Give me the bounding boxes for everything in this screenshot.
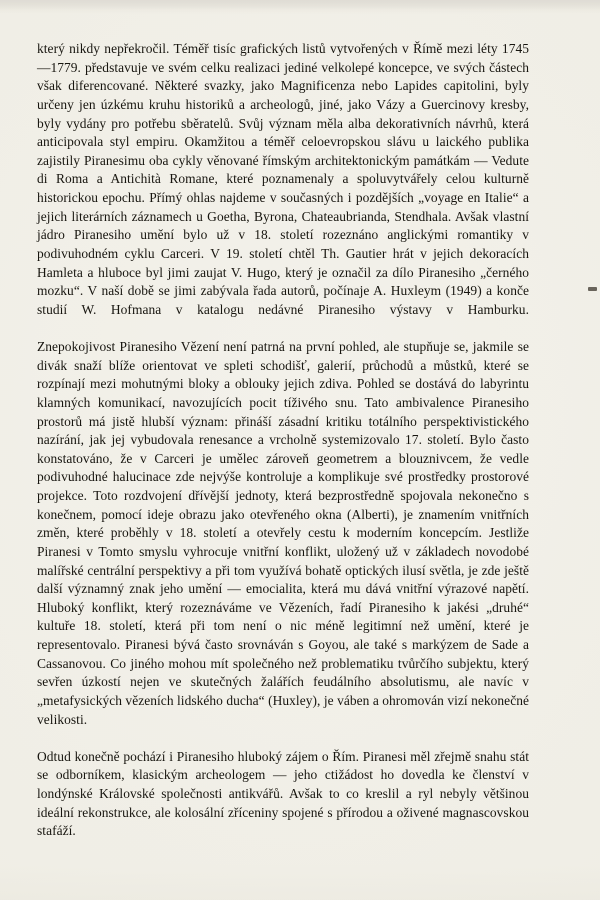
- scan-speck-artifact: [588, 287, 597, 291]
- scan-edge-shadow: [0, 0, 600, 10]
- body-text-column: [37, 40, 529, 860]
- paragraph-3: Odtud konečně pochází i Piranesiho hluboký zájem o Řím. Piranesi měl zřejmě snahu stát se odborníkem, klasickým archeologem — jeho ctižádost ho dovedla ke členství v londýnské Královské společnosti antikvářů. Avšak to co kreslil a ryl nebyly většinou ideální rekonstrukce, ale kolosální zříceniny spojené s přírodou a oživené magnascovskou stafáží.: [37, 748, 529, 839]
- paragraph-1: který nikdy nepřekročil. Téměř tisíc grafických listů vytvořených v Římě mezi léty 1745—1779. představuje ve svém celku realizaci jediné velkolepé koncepce, ve svých částech však diferencované. Některé svazky, jako Magnificenza nebo Lapides capitolini, byly určeny jen úzkému kruhu historiků a archeologů, jiné, jako Vázy a Guercinovy kresby, byly vydány pro potřebu sběratelů. Svůj význam měla alba dekorativních návrhů, která anticipovala styl empiru. Okamžitou a téměř celoevropskou slávu u laického publika zajistily Piranesimu oba cykly věnované římským architektonickým památkám — Vedute di Roma a Antichità Romane, které poznamenaly a spoluvytvářely celou kulturně historickou epochu. Přímý ohlas najdeme v současných i pozdějších „voyage en Italie“ a jejich literárních záznamech u Goetha, Byrona, Chateaubrianda, Stendhala. Avšak vlastní jádro Piranesiho umění bylo už v 18. století rozeznáno anglickými romantiky v podivuhodném cyklu Carceri. V 19. století chtěl Th. Gautier hrát v jejich dekoracích Hamleta a hluboce byl jimi zaujat V. Hugo, který je označil za dílo Piranesiho „černého mozku“. V naší době se jimi zabývala řada autorů, počínaje A. Huxleym (1949) a konče studií W. Hofmana v katalogu nedávné Piranesiho výstavy v Hamburku.: [37, 41, 529, 317]
- paragraph-2: Znepokojivost Piranesiho Vězení není patrná na první pohled, ale stupňuje se, jakmile se divák snaží blíže orientovat ve spleti schodišť, galerií, průchodů a můstků, které se rozpínají mezi mohutnými bloky a oblouky jejich zdiva. Pohled se dostává do labyrintu klamných komunikací, navozujících pocit tíživého snu. Tato ambivalence Piranesiho prostorů má jistě hlubší význam: přináší zásadní kritiku totálního perspektivistického nazírání, jak jej vybudovala renesance a vrcholně systemizovalo 17. století. Bylo často konstatováno, že v Carceri je umělec zároveň geometrem a blouznivcem, že vedle podivuhodné halucinace zde nejvýše kontroluje a komplikuje své prostředky prostorové projekce. Toto rozdvojení dřívější jednoty, která bezprostředně spojovala nekonečno s konečnem, pomocí ideje obrazu jako otevřeného okna (Alberti), je znamením vnitřních změn, které proběhly v 18. století a otevřely cestu k moderním koncepcím. Jestliže Piranesi v Tomto smyslu vyhrocuje vnitřní konflikt, uložený už v základech novodobé malířské centrální perspektivy a při tom využívá bohatě optických ilusí světla, je zde ještě další významný znak jeho umění — emocialita, která mu dává vnitřní výrazové napětí. Hluboký konflikt, který rozeznáváme ve Vězeních, řadí Piranesiho k jakési „druhé“ kultuře 18. století, která při tom není o nic méně legitimní než umění, které je representovalo. Piranesi bývá často srovnáván s Goyou, ale také s markýzem de Sade a Cassanovou. Co jiného mohou mít společného než problematiku tvůrčího subjektu, který sevřen úzkostí nejen ve skutečných žalářích feudálního absolutismu, ale navíc v „metafysických vězeních lidského ducha“ (Huxley), je váben a ohromován vizí nekonečné velikosti.: [37, 339, 529, 727]
